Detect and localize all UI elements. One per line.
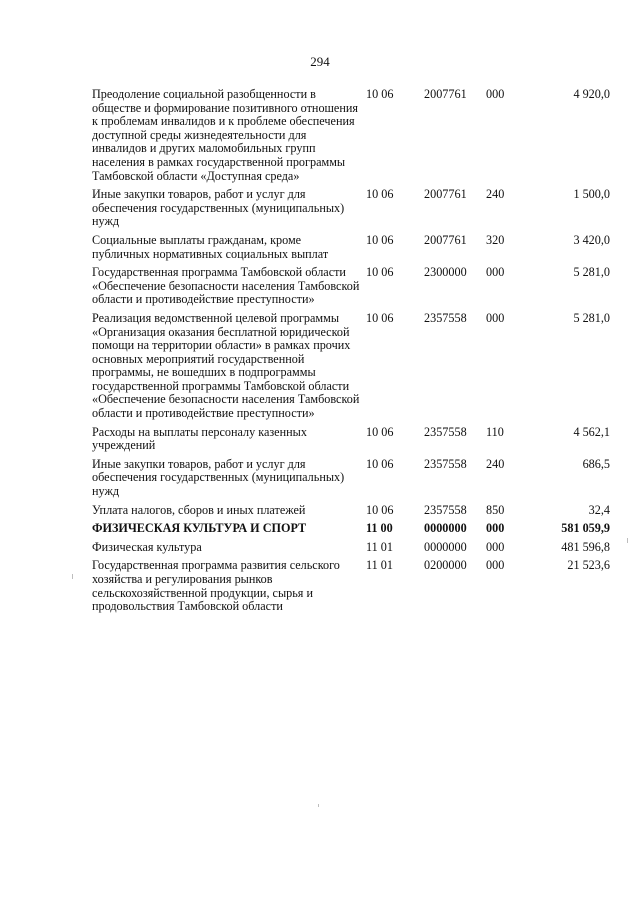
row-target-article-cell: 2357558 — [424, 424, 467, 439]
row-expense-type-cell: 320 — [486, 232, 505, 247]
row-section-code-cell: 10 06 — [366, 456, 394, 471]
row-name-cell: Иные закупки товаров, работ и услуг для обеспечения государственных (муниципальных) нужд — [92, 187, 345, 229]
row-amount-cell: 32,4 — [588, 502, 610, 517]
row-expense-type-cell: 000 — [486, 558, 505, 573]
row-section-code-cell: 11 01 — [366, 558, 393, 573]
row-name-cell: Преодоление социальной разобщенности в обществе и формирование позитивного отношения к проблемам инвалидов и к проблеме обеспечения доступной среды жизнедеятельности для инвалидов и других маломобильных групп населения в рамках государственной программы Тамбовской области «Доступная среда» — [92, 87, 358, 183]
table-row — [92, 426, 612, 453]
table-row — [92, 88, 612, 183]
row-name-cell: ФИЗИЧЕСКАЯ КУЛЬТУРА И СПОРТ — [92, 521, 307, 536]
row-amount-cell: 5 281,0 — [573, 310, 610, 325]
row-target-article-cell: 0000000 — [424, 521, 467, 536]
row-section-code-cell: 10 06 — [366, 310, 394, 325]
row-name-cell: Реализация ведомственной целевой программы «Организация оказания бесплатной юридической помощи на территории области» в рамках прочих основных мероприятий государственной программы, не вошедших в подпрограммы государственной программы Тамбовской области «Обеспечение безопасности населения Тамбовской области и противодействие преступности» — [92, 310, 360, 421]
row-expense-type-cell: 240 — [486, 456, 505, 471]
table-row — [92, 504, 612, 518]
row-amount-cell: 686,5 — [582, 456, 610, 471]
row-amount-cell: 3 420,0 — [573, 232, 610, 247]
row-amount-cell: 21 523,6 — [567, 558, 610, 573]
row-target-article-cell: 2007761 — [424, 87, 467, 101]
row-expense-type-cell: 000 — [486, 539, 505, 554]
table-row — [92, 541, 612, 555]
scan-speck — [72, 574, 73, 579]
row-amount-cell: 581 059,9 — [561, 521, 610, 536]
row-target-article-cell: 0200000 — [424, 558, 467, 573]
table-row — [92, 522, 612, 536]
row-amount-cell: 1 500,0 — [573, 187, 610, 202]
table-row — [92, 188, 612, 229]
page-number: 294 — [310, 54, 330, 69]
row-section-code-cell: 10 06 — [366, 265, 394, 280]
row-target-article-cell: 0000000 — [424, 539, 467, 554]
row-name-cell: Иные закупки товаров, работ и услуг для обеспечения государственных (муниципальных) нужд — [92, 456, 345, 499]
row-expense-type-cell: 000 — [486, 87, 505, 101]
budget-table — [92, 88, 612, 619]
row-section-code-cell: 10 06 — [366, 87, 394, 101]
row-amount-cell: 481 596,8 — [561, 539, 610, 554]
row-name-cell: Социальные выплаты гражданам, кроме публичных нормативных социальных выплат — [92, 232, 329, 261]
row-target-article-cell: 2007761 — [424, 232, 467, 247]
row-expense-type-cell: 110 — [486, 424, 504, 439]
table-row — [92, 312, 612, 421]
row-section-code-cell: 10 06 — [366, 187, 394, 202]
row-expense-type-cell: 000 — [486, 521, 505, 536]
row-target-article-cell: 2357558 — [424, 310, 467, 325]
row-section-code-cell: 10 06 — [366, 232, 394, 247]
table-row — [92, 266, 612, 307]
row-name-cell: Расходы на выплаты персоналу казенных учреждений — [92, 424, 307, 453]
row-amount-cell: 5 281,0 — [573, 265, 610, 280]
scan-speck — [318, 804, 319, 807]
row-section-code-cell: 10 06 — [366, 502, 394, 517]
row-section-code-cell: 10 06 — [366, 424, 394, 439]
row-expense-type-cell: 000 — [486, 310, 505, 325]
row-name-cell: Уплата налогов, сборов и иных платежей — [92, 502, 306, 517]
row-name-cell: Государственная программа Тамбовской области «Обеспечение безопасности населения Тамбовской области и противодействие преступности» — [92, 265, 360, 307]
table-row — [92, 458, 612, 499]
row-section-code-cell: 11 00 — [366, 521, 393, 536]
row-name-cell: Физическая культура — [92, 539, 202, 554]
scan-speck — [627, 538, 628, 543]
row-target-article-cell: 2357558 — [424, 456, 467, 471]
row-expense-type-cell: 000 — [486, 265, 505, 280]
row-name-cell: Государственная программа развития сельского хозяйства и регулирования рынков сельскохозяйственной продукции, сырья и продовольствия Тамбовской области — [92, 558, 340, 614]
row-amount-cell: 4 562,1 — [573, 424, 610, 439]
row-target-article-cell: 2300000 — [424, 265, 467, 280]
table-row — [92, 234, 612, 261]
row-expense-type-cell: 240 — [486, 187, 505, 202]
row-target-article-cell: 2007761 — [424, 187, 467, 202]
row-amount-cell: 4 920,0 — [573, 87, 610, 101]
row-section-code-cell: 11 01 — [366, 539, 393, 554]
row-expense-type-cell: 850 — [486, 502, 505, 517]
table-row — [92, 559, 612, 613]
row-target-article-cell: 2357558 — [424, 502, 467, 517]
